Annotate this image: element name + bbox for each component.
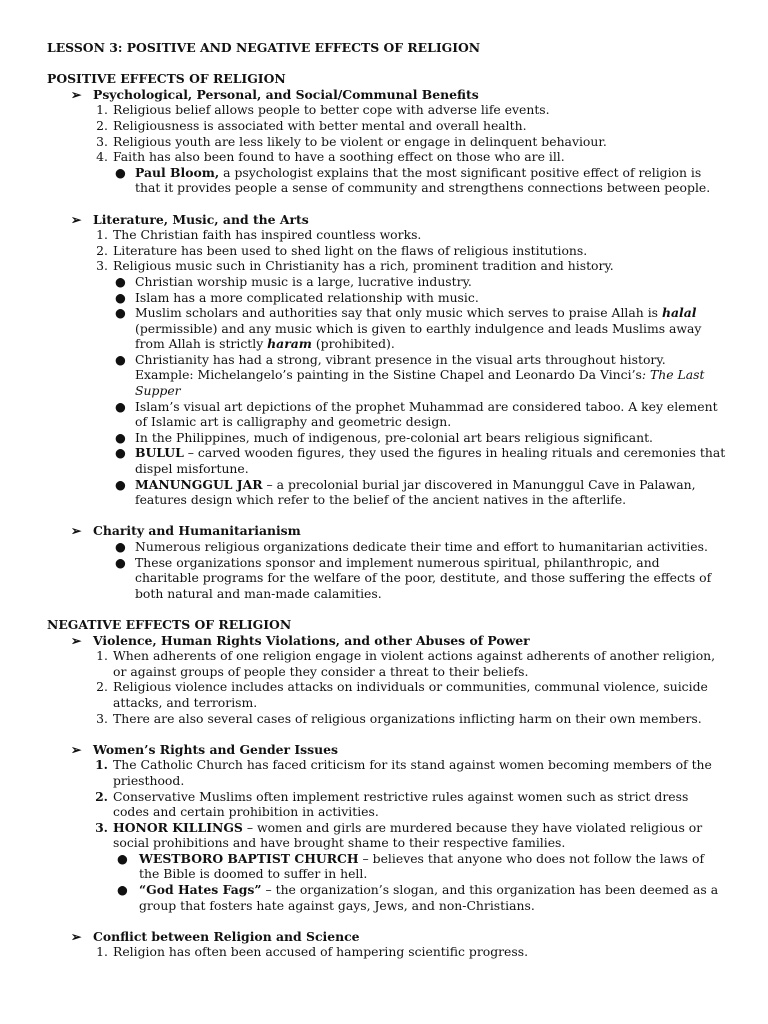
list-item: 2. Conservative Muslims often implement restrictive rules against women such as strict dress codes and certain prohibition in activities. (95, 788, 689, 820)
bullet-icon: ● (115, 445, 126, 461)
list-item: ● Christian worship music is a large, lucrative industry. (115, 273, 472, 289)
bullet-icon: ● (115, 398, 126, 414)
list-item: ● Islam has a more complicated relationship with music. (115, 289, 479, 305)
negative-heading: NEGATIVE EFFECTS OF RELIGION (47, 616, 292, 632)
bullet-icon: ● (115, 289, 126, 305)
arrow-bullet-icon: ➢ (71, 523, 82, 539)
bullet-icon: ● (117, 882, 128, 898)
list-item: 1. The Christian faith has inspired countless works. (96, 227, 422, 243)
section-science (47, 929, 727, 945)
charity-heading: Charity and Humanitarianism (93, 523, 301, 539)
list-item: ● Christianity has had a strong, vibrant presence in the visual arts throughout history. Example: Michelangelo’s painting in the Sistine Chapel and Leonardo Da Vinci’s: The Last Supper (115, 351, 705, 399)
arrow-bullet-icon: ➢ (71, 86, 82, 102)
arrow-bullet-icon: ➢ (71, 632, 82, 648)
list-item: 2. Literature has been used to shed light on the flaws of religious institutions. (96, 242, 588, 258)
list-item: 1. When adherents of one religion engage in violent actions against adherents of another religion, or against groups of people they consider a threat to their beliefs. (96, 648, 716, 679)
list-item: 2. Religious violence includes attacks on individuals or communities, communal violence, suicide attacks, and terrorism. (96, 679, 708, 710)
list-item: 4. Faith has also been found to have a soothing effect on those who are ill. (96, 149, 565, 165)
list-item-westboro: ● WESTBORO BAPTIST CHURCH – believes that anyone who does not follow the laws of the Bible is doomed to suffer in hell. (117, 850, 705, 882)
list-item-bloom: ● Paul Bloom, a psychologist explains that the most significant positive effect of religion is that it provides people a sense of community and strengthens connections between people. (115, 164, 711, 196)
violence-heading: Violence, Human Rights Violations, and other Abuses of Power (93, 632, 530, 648)
arrow-bullet-icon: ➢ (71, 741, 82, 757)
bullet-icon: ● (115, 164, 126, 180)
list-item: 1. Religious belief allows people to better cope with adverse life events. (96, 102, 550, 118)
list-item: 1. The Catholic Church has faced criticism for its stand against women becoming members of the priesthood. (95, 757, 712, 788)
list-item: ● Islam’s visual art depictions of the prophet Muhammad are considered taboo. A key element of Islamic art is calligraphy and geometric design. (115, 398, 718, 430)
list-item: ● Numerous religious organizations dedicate their time and effort to humanitarian activities. (115, 539, 708, 554)
list-item-slogan: ● “God Hates Fags” – the organization’s slogan, and this organization has been deemed as a group that fosters hate against gays, Jews, and non-Christians. (117, 882, 719, 913)
lesson-title: LESSON 3: POSITIVE AND NEGATIVE EFFECTS OF RELIGION (47, 40, 481, 55)
section-psych (47, 87, 727, 103)
list-item-manunggul: ● MANUNGGUL JAR – a precolonial burial jar discovered in Manunggul Cave in Palawan, features design which refer to the belief of the ancient natives in the afterlife. (115, 476, 696, 508)
bullet-icon: ● (115, 305, 126, 321)
arrow-bullet-icon: ➢ (71, 928, 82, 944)
list-item: ● In the Philippines, much of indigenous, pre-colonial art bears religious significant. (115, 429, 653, 445)
bullet-icon: ● (115, 476, 126, 492)
bullet-icon: ● (115, 351, 126, 367)
section-charity (47, 523, 727, 539)
list-item: 3. Religious music such in Christianity has a rich, prominent tradition and history. (96, 258, 614, 274)
psych-heading: Psychological, Personal, and Social/Communal Benefits (93, 86, 479, 102)
bullet-icon: ● (115, 539, 126, 554)
list-item: 3. There are also several cases of religious organizations inflicting harm on their own members. (96, 710, 702, 726)
bullet-icon: ● (115, 429, 126, 445)
list-item-honor: 3. HONOR KILLINGS – women and girls are murdered because they have violated religious or social prohibitions and have brought shame to their respective families. (95, 819, 703, 851)
section-violence (47, 633, 727, 649)
bullet-icon: ● (115, 273, 126, 289)
section-women (47, 742, 727, 758)
list-item: ● These organizations sponsor and implement numerous spiritual, philanthropic, and charitable programs for the welfare of the poor, destitute, and those suffering the effects of both natural and man-made calamities. (115, 554, 712, 601)
positive-heading: POSITIVE EFFECTS OF RELIGION (47, 71, 286, 87)
bullet-icon: ● (115, 554, 126, 570)
list-item: 3. Religious youth are less likely to be violent or engage in delinquent behaviour. (96, 133, 607, 149)
list-item-bulul: ● BULUL – carved wooden figures, they used the figures in healing rituals and ceremonies that dispel misfortune. (115, 445, 726, 477)
bullet-icon: ● (117, 850, 128, 866)
list-item: ● Muslim scholars and authorities say that only music which serves to praise Allah is halal (permissible) and any music which is given to earthly indulgence and leads Muslims away from Allah is strictly haram (prohibited). (115, 305, 702, 352)
section-arts (47, 212, 727, 228)
arrow-bullet-icon: ➢ (71, 211, 82, 227)
science-heading: Conflict between Religion and Science (93, 928, 360, 944)
women-heading: Women’s Rights and Gender Issues (93, 741, 338, 757)
arts-heading: Literature, Music, and the Arts (93, 211, 309, 227)
list-item: 1. Religion has often been accused of hampering scientific progress. (96, 944, 529, 960)
list-item: 2. Religiousness is associated with better mental and overall health. (96, 117, 527, 133)
document-page (47, 40, 727, 960)
